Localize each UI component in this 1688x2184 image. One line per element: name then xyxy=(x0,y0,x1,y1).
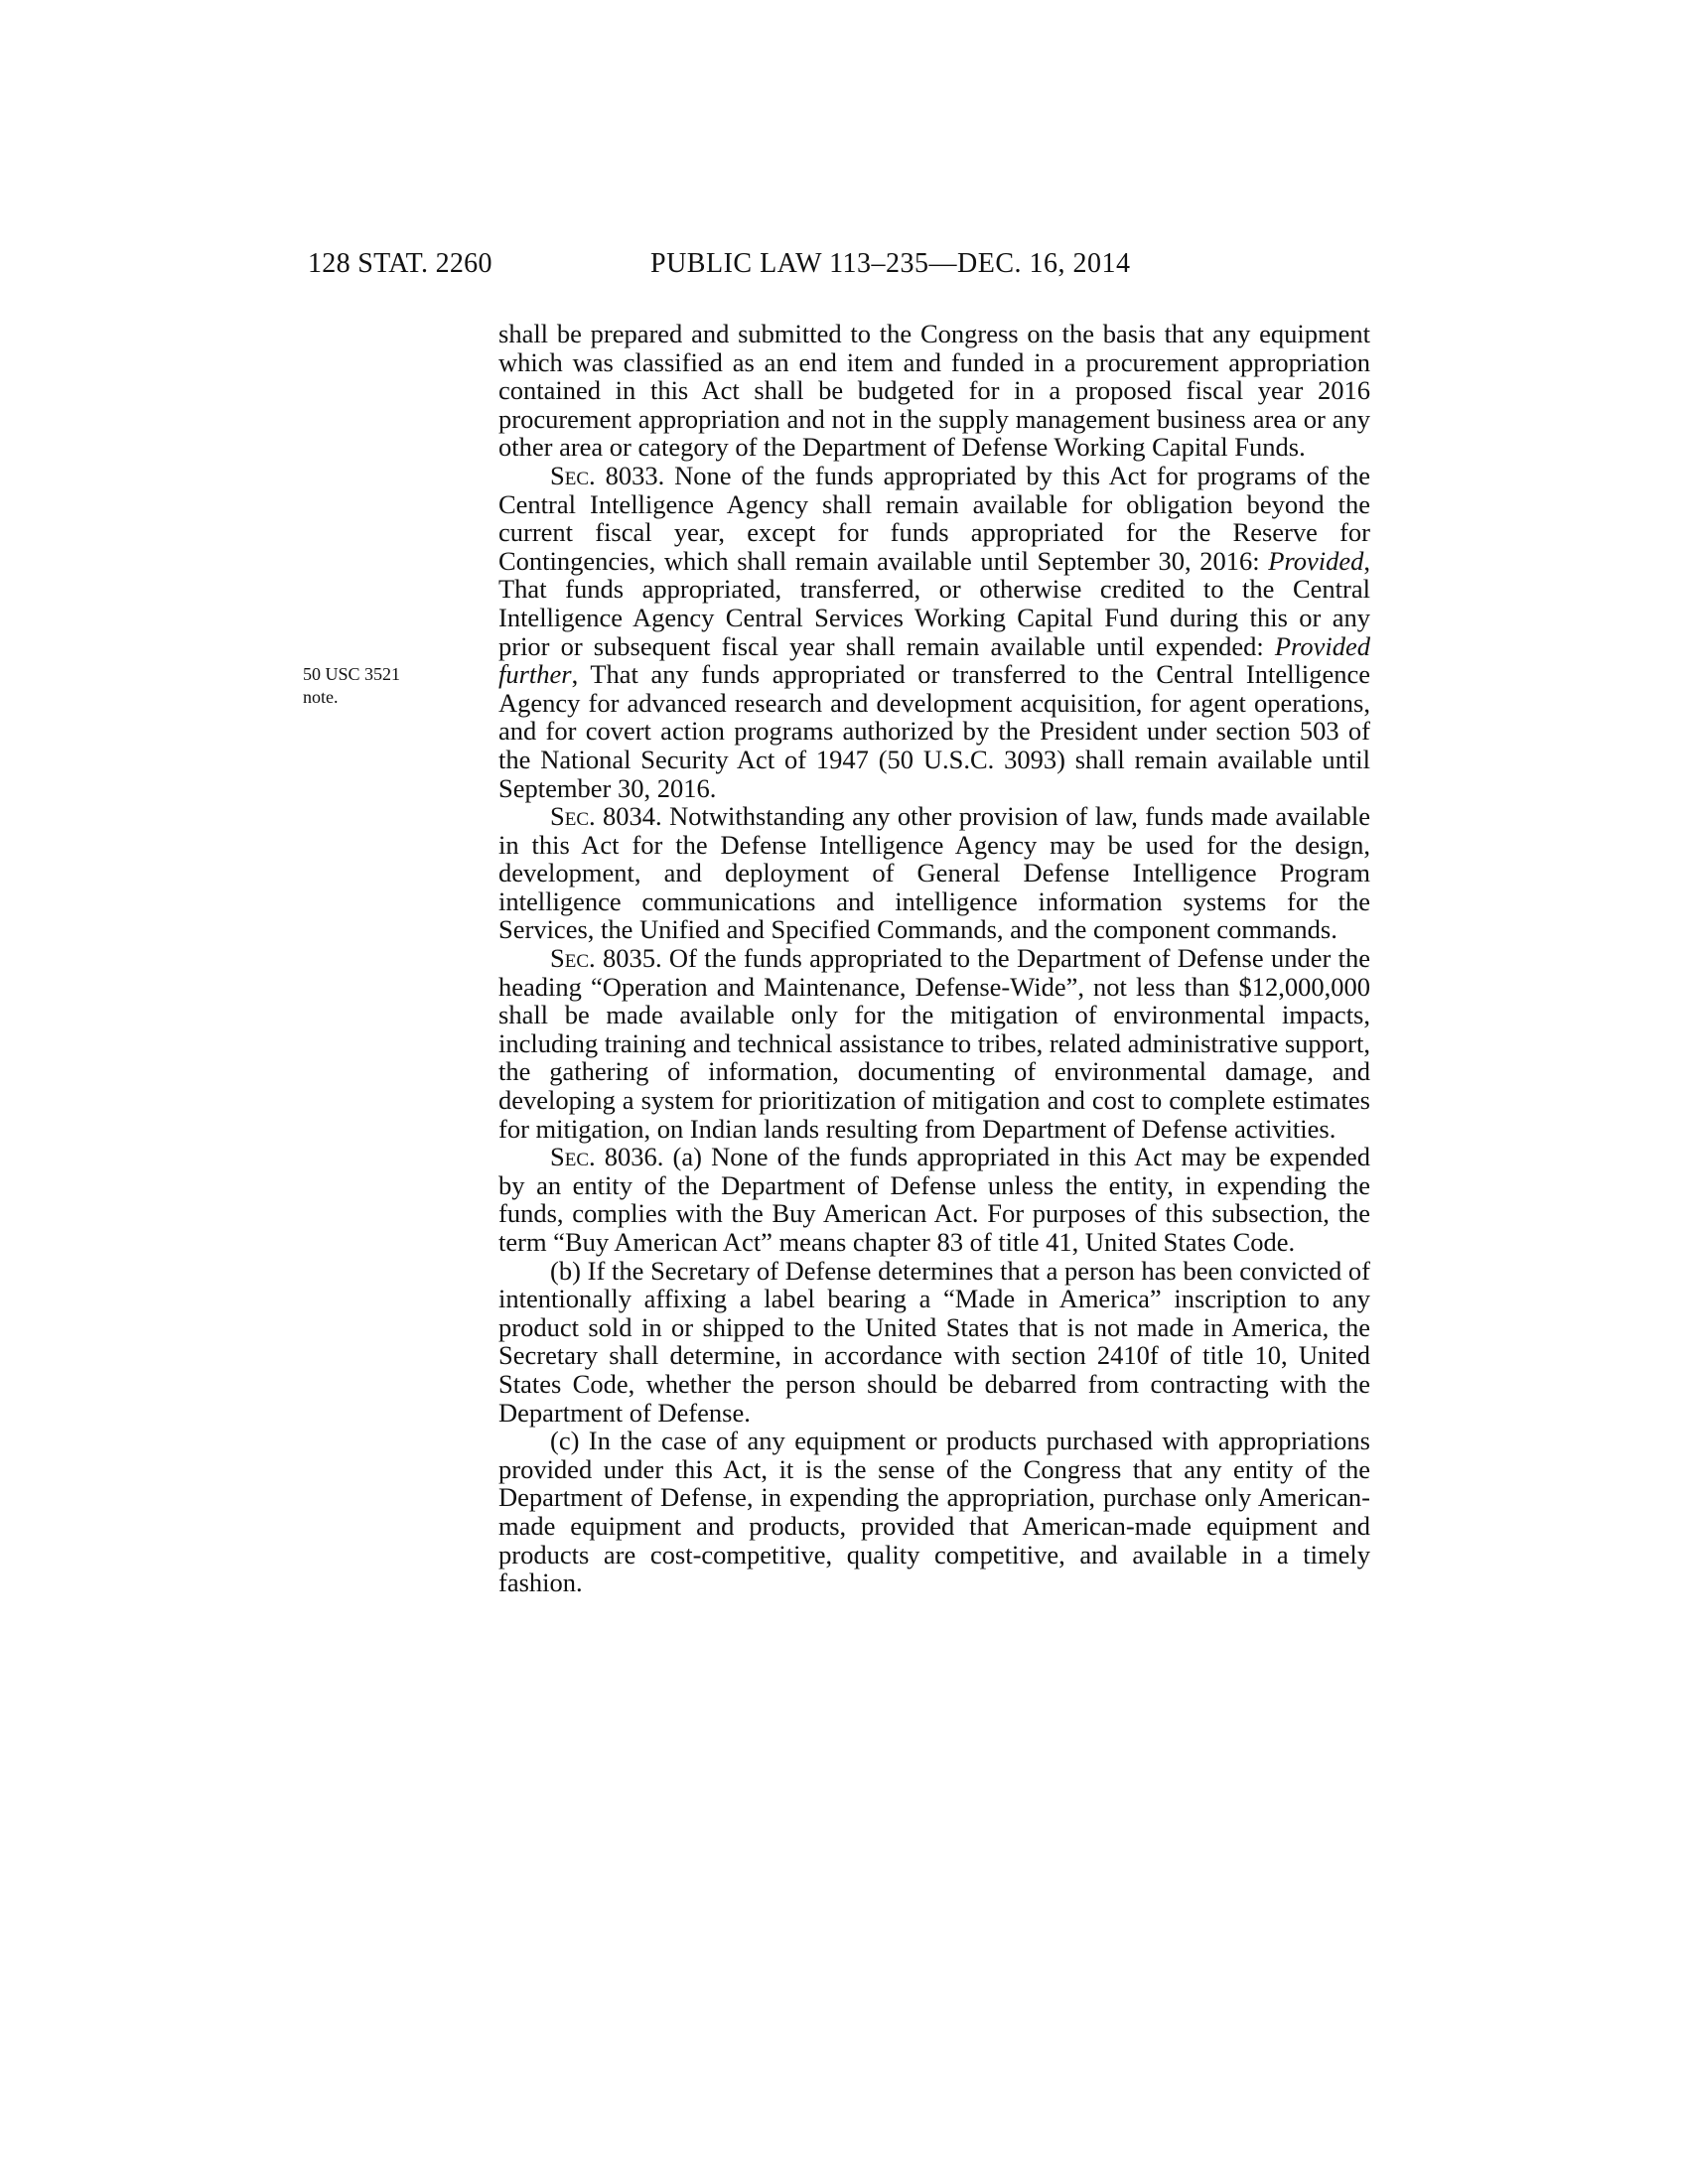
margin-note-citation: 50 USC 3521 xyxy=(303,664,401,684)
section-8035-paragraph xyxy=(498,944,1370,1143)
section-8033-provided: Provided xyxy=(1268,545,1364,576)
section-8036-subsection-a: (a) None of the funds appropriated in this Act may be expended by an entity of the Department of Defense unless the entity, in expending the funds, complies with the Buy American Act. For purposes of this subsection, the term “Buy American Act” means chapter 83 of title 41, United States Code. xyxy=(498,1142,1370,1257)
section-8033-paragraph xyxy=(498,462,1370,802)
section-8033-text-b: , That funds appropriated, transferred, or otherwise credited to the Central Intelligence Agency Central Services Working Capital Fund during this or any prior or subsequent fiscal year shall remain available until expended: xyxy=(498,545,1370,661)
section-8036-paragraph-a xyxy=(498,1143,1370,1256)
section-8034-label: Sec. 8034. xyxy=(550,801,662,832)
page-header xyxy=(0,248,1688,288)
section-8035-text: Of the funds appropriated to the Department of Defense under the heading “Operation and Maintenance, Defense-Wide”, not less than $12,000,000 shall be made available only for the mitigation of environmental impacts, including training and technical assistance to tribes, related administrative support, the gathering of information, documenting of environmental damage, and developing a system for prioritization of mitigation and cost to complete estimates for mitigation, on Indian lands resulting from Department of Defense activities. xyxy=(498,943,1370,1144)
section-8033-text-c: , That any funds appropriated or transferred to the Central Intelligence Agency for advanced research and development acquisition, for agent operations, and for covert action programs authorized by the President under section 503 of the National Security Act of 1947 (50 U.S.C. 3093) shall remain available until September 30, 2016. xyxy=(498,659,1370,803)
section-8036-paragraph-c: (c) In the case of any equipment or products purchased with appropriations provided under this Act, it is the sense of the Congress that any entity of the Department of Defense, in expending the appropriation, purchase only American-made equipment and products, provided that American-made equipment and products are cost-competitive, quality competitive, and available in a timely fashion. xyxy=(498,1426,1370,1598)
statute-page-reference: 128 STAT. 2260 xyxy=(308,248,492,279)
public-law-title: PUBLIC LAW 113–235—DEC. 16, 2014 xyxy=(650,248,1131,279)
section-8034-paragraph xyxy=(498,802,1370,944)
section-8033-text-a: None of the funds appropriated by this Act for programs of the Central Intelligence Agency shall remain available for obligation beyond the current fiscal year, except for funds appropriated for the Reserve for Contingencies, which shall remain available until September 30, 2016: xyxy=(498,460,1370,576)
section-8033-label: Sec. 8033. xyxy=(550,460,665,490)
section-8035-label: Sec. 8035. xyxy=(550,943,662,974)
section-8036-label: Sec. 8036. xyxy=(550,1142,664,1172)
continuation-paragraph: shall be prepared and submitted to the Congress on the basis that any equipment which was classified as an end item and funded in a procurement appropriation contained in this Act shall be budgeted for in a proposed fiscal year 2016 procurement appropriation and not in the supply management business area or any other area or category of the Department of Defense Working Capital Funds. xyxy=(498,319,1370,463)
section-8034-text: Notwithstanding any other provision of law, funds made available in this Act for the Defense Intelligence Agency may be used for the design, development, and deployment of General Defense Intelligence Program intelligence communications and intelligence information systems for the Services, the Unified and Specified Commands, and the component commands. xyxy=(498,801,1370,945)
document-body xyxy=(498,320,1370,1597)
section-8036-paragraph-b: (b) If the Secretary of Defense determines that a person has been convicted of intentionally affixing a label bearing a “Made in America” inscription to any product sold in or shipped to the United States that is not made in America, the Secretary shall determine, in accordance with section 2410f of title 10, United States Code, whether the person should be debarred from contracting with the Department of Defense. xyxy=(498,1255,1370,1428)
margin-note-usc xyxy=(303,663,442,709)
margin-note-suffix: note. xyxy=(303,687,339,707)
section-8033-provided-further: Provided further xyxy=(498,630,1370,690)
